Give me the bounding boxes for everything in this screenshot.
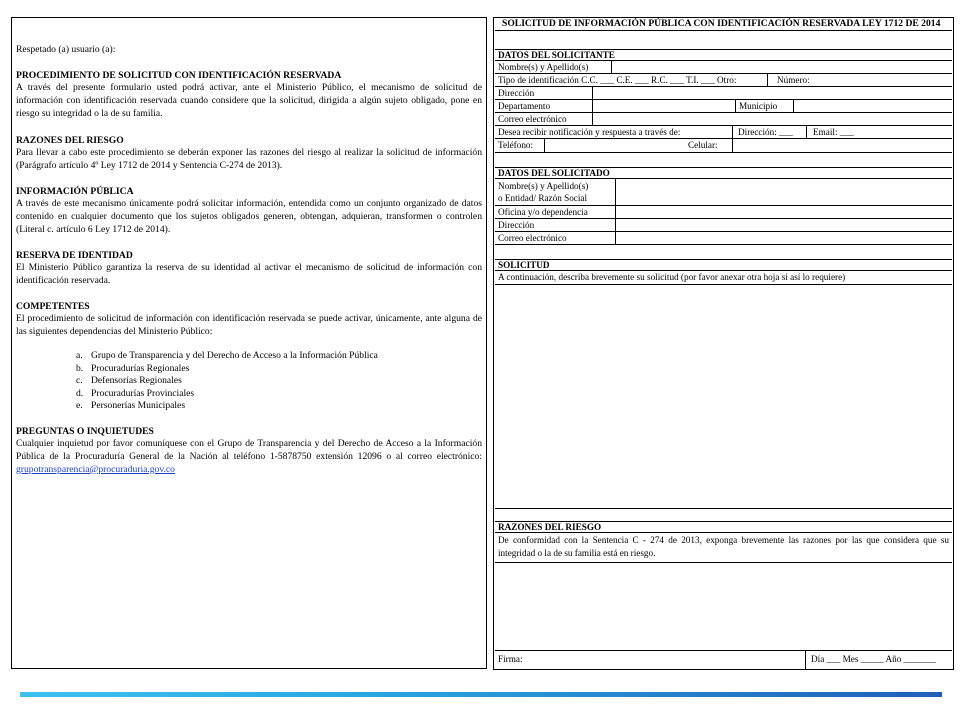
dependencias-list <box>16 350 482 413</box>
riesgo-textarea[interactable] <box>495 563 952 651</box>
footer-color-bar <box>20 692 942 697</box>
list-item: d. Procuradurías Provinciales <box>76 387 195 399</box>
section-title: INFORMACIÓN PÚBLICA <box>16 186 134 197</box>
section-title: RESERVA DE IDENTIDAD <box>16 250 133 261</box>
firma-label: Firma: <box>498 654 523 664</box>
solicitado-direccion-row[interactable]: Dirección <box>495 219 952 232</box>
instructions-panel <box>11 17 487 669</box>
firma-row[interactable] <box>495 651 952 669</box>
section-body: A través del presente formulario usted podrá activar, ante el Ministerio Público, el mecanismo de solicitud de información con identificación reservada cuando considere que la solicitud, dirigida a algún sujeto obligado, pone en riesgo su integridad o la de su familia. <box>16 82 482 119</box>
notificacion-row[interactable]: Desea recibir notificación y respuesta a través de: Dirección: ___ Email: ___ <box>495 126 952 139</box>
email-link[interactable]: grupotransparencia@procuraduria.gov.co <box>16 463 175 475</box>
section-razones <box>16 135 482 173</box>
nombre-row[interactable]: Nombre(s) y Apellido(s) <box>495 61 952 74</box>
section-body: A través de este mecanismo únicamente podrá solicitar información, entendida como un conjunto organizado de datos contenido en cualquier documento que los sujetos obligados generen, obtengan, adquieran, transformen o controlen (Literal c. artículo 6 Ley 1712 de 2014). <box>16 198 482 235</box>
fecha-label: Día ___ Mes _____ Año _______ <box>811 654 936 664</box>
list-item: e. Personerías Municipales <box>76 400 186 412</box>
tipo-id-row[interactable]: Tipo de identificación C.C. ___ C.E. ___ R.C. ___ T.I. ___ Otro: Número: <box>495 74 952 87</box>
correo-row[interactable]: Correo electrónico <box>495 113 952 126</box>
solicitado-correo-row[interactable]: Correo electrónico <box>495 232 952 245</box>
section-informacion <box>16 186 482 236</box>
telefono-row[interactable]: Teléfono: Celular: <box>495 139 952 153</box>
section-title: PROCEDIMIENTO DE SOLICITUD CON IDENTIFICACIÓN RESERVADA <box>16 70 342 81</box>
section-body: El procedimiento de solicitud de información con identificación reservada se puede activar, únicamente, ante alguna de las siguientes dependencias del Ministerio Público: <box>16 313 482 337</box>
list-item: c. Defensorías Regionales <box>76 375 182 387</box>
section-title: COMPETENTES <box>16 301 90 312</box>
oficina-row[interactable]: Oficina y/o dependencia <box>495 206 952 219</box>
list-item: a. Grupo de Transparencia y del Derecho de Acceso a la Información Pública <box>76 350 378 361</box>
solicitud-heading: SOLICITUD <box>495 259 952 271</box>
section-procedimiento <box>16 70 482 120</box>
greeting: Respetado (a) usuario (a): <box>16 44 116 55</box>
form-title: SOLICITUD DE INFORMACIÓN PÚBLICA CON IDENTIFICACIÓN RESERVADA LEY 1712 DE 2014 <box>502 18 941 29</box>
section-body: Cualquier inquietud por favor comuníquese con el Grupo de Transparencia y del Derecho de Acceso a la Información Pública de la Procuraduría General de la Nación al teléfono 1-5878750 extensión 12096 o al correo electrónico: grupotransparencia@procuraduria.gov.co <box>16 438 482 475</box>
list-item: b. Procuradurías Regionales <box>76 362 190 374</box>
solicitud-instruction: A continuación, describa brevemente su solicitud (por favor anexar otra hoja si así lo requiere) <box>495 271 952 285</box>
request-form <box>493 17 954 670</box>
section-reserva <box>16 250 482 288</box>
solicitud-textarea[interactable] <box>495 285 952 509</box>
solicitante-heading: DATOS DEL SOLICITANTE <box>495 49 952 61</box>
departamento-row[interactable]: Departamento Municipio <box>495 100 952 113</box>
section-body: Para llevar a cabo este procedimiento se deberán exponer las razones del riesgo al realizar la solicitud de información (Parágrafo artículo 4º Ley 1712 de 2014 y Sentencia C-274 de 2013). <box>16 147 482 171</box>
direccion-row[interactable]: Dirección <box>495 87 952 100</box>
solicitado-nombre-row[interactable]: Nombre(s) y Apellido(s) o Entidad/ Razón Social <box>495 179 952 206</box>
section-preguntas <box>16 426 482 476</box>
riesgo-instruction: De conformidad con la Sentencia C - 274 de 2013, exponga brevemente las razones por las que considera que su integridad o la de su familia está en riesgo. <box>495 533 952 563</box>
solicitado-heading: DATOS DEL SOLICITADO <box>495 167 952 179</box>
section-body: El Ministerio Público garantiza la reserva de su identidad al activar el mecanismo de solicitud de información con identificación reservada. <box>16 262 482 286</box>
riesgo-heading: RAZONES DEL RIESGO <box>495 521 952 533</box>
section-competentes <box>16 301 482 339</box>
section-title: PREGUNTAS O INQUIETUDES <box>16 426 154 437</box>
section-title: RAZONES DEL RIESGO <box>16 135 124 146</box>
